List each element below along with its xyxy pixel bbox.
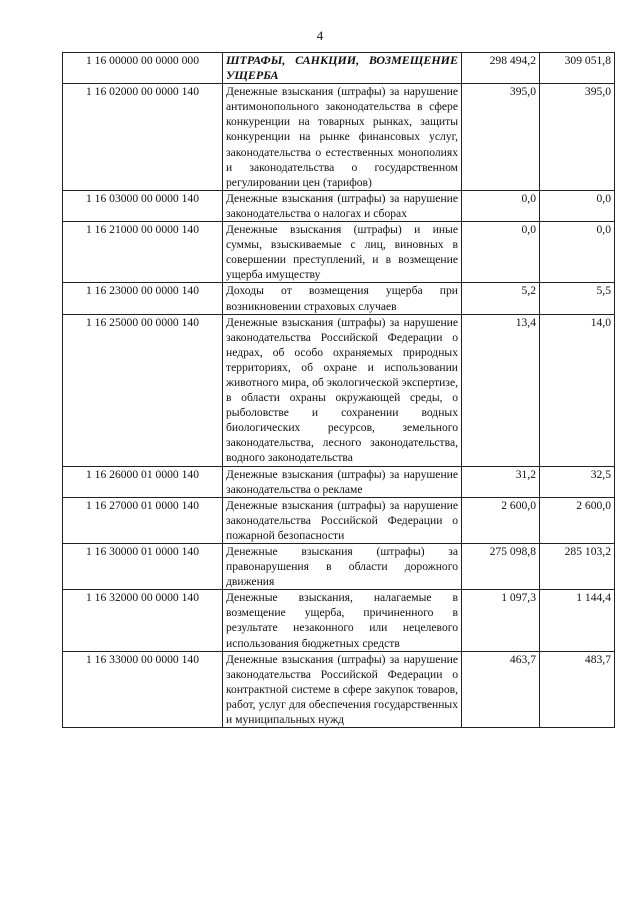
revenue-name: Доходы от возмещения ущерба при возникновении страховых случаев — [223, 283, 462, 314]
value-year-1: 275 098,8 — [462, 544, 540, 590]
budget-code: 1 16 27000 01 0000 140 — [63, 497, 223, 543]
budget-code: 1 16 23000 00 0000 140 — [63, 283, 223, 314]
table-row — [63, 190, 615, 221]
revenue-name: Денежные взыскания (штрафы) за нарушение законодательства Российской Федерации о контрактной системе в сфере закупок товаров, работ, услуг для обеспечения государственных и муниципальных нужд — [223, 651, 462, 727]
revenue-name: Денежные взыскания (штрафы) за нарушение законодательства Российской Федерации о недрах, об особо охраняемых природных территориях, об охране и использовании животного мира, об экологической экспертизе, в области охраны окружающей среды, о рыболовстве и сохранении водных биологических ресурсов, земельного законодательства, лесного законодательства, водного законодательства — [223, 314, 462, 466]
table-row — [63, 590, 615, 651]
value-year-2: 1 144,4 — [540, 590, 615, 651]
budget-code: 1 16 02000 00 0000 140 — [63, 84, 223, 191]
value-year-2: 483,7 — [540, 651, 615, 727]
table-row — [63, 314, 615, 466]
value-year-1: 13,4 — [462, 314, 540, 466]
budget-code: 1 16 21000 00 0000 140 — [63, 222, 223, 283]
table-row — [63, 651, 615, 727]
table-row — [63, 497, 615, 543]
value-year-2: 5,5 — [540, 283, 615, 314]
budget-code: 1 16 03000 00 0000 140 — [63, 190, 223, 221]
page-number: 4 — [316, 28, 324, 43]
value-year-2: 14,0 — [540, 314, 615, 466]
value-year-2: 32,5 — [540, 466, 615, 497]
revenue-name: Денежные взыскания (штрафы) за нарушение антимонопольного законодательства в сфере конкуренции на товарных рынках, защиты конкуренции на рынке финансовых услуг, законодательства о естественных монополиях и законодательства о государственном регулировании цен (тарифов) — [223, 84, 462, 191]
budget-code: 1 16 00000 00 0000 000 — [63, 53, 223, 84]
revenue-name: Денежные взыскания (штрафы) за правонарушения в области дорожного движения — [223, 544, 462, 590]
table-row — [63, 466, 615, 497]
value-year-1: 463,7 — [462, 651, 540, 727]
budget-code: 1 16 26000 01 0000 140 — [63, 466, 223, 497]
value-year-2: 309 051,8 — [540, 53, 615, 84]
budget-code: 1 16 25000 00 0000 140 — [63, 314, 223, 466]
table-row — [63, 53, 615, 84]
budget-code: 1 16 30000 01 0000 140 — [63, 544, 223, 590]
table-row — [63, 544, 615, 590]
value-year-1: 395,0 — [462, 84, 540, 191]
value-year-1: 1 097,3 — [462, 590, 540, 651]
revenue-name: Денежные взыскания (штрафы) за нарушение законодательства о рекламе — [223, 466, 462, 497]
budget-code: 1 16 33000 00 0000 140 — [63, 651, 223, 727]
revenue-name: Денежные взыскания, налагаемые в возмещение ущерба, причиненного в результате незаконного или нецелевого использования бюджетных средств — [223, 590, 462, 651]
value-year-1: 31,2 — [462, 466, 540, 497]
value-year-1: 298 494,2 — [462, 53, 540, 84]
value-year-2: 2 600,0 — [540, 497, 615, 543]
revenue-name: Денежные взыскания (штрафы) и иные суммы, взыскиваемые с лиц, виновных в совершении преступлений, и в возмещение ущерба имуществу — [223, 222, 462, 283]
budget-code: 1 16 32000 00 0000 140 — [63, 590, 223, 651]
table-row — [63, 84, 615, 191]
value-year-2: 0,0 — [540, 222, 615, 283]
value-year-2: 0,0 — [540, 190, 615, 221]
table-row — [63, 222, 615, 283]
value-year-1: 5,2 — [462, 283, 540, 314]
value-year-1: 0,0 — [462, 190, 540, 221]
revenue-name: ШТРАФЫ, САНКЦИИ, ВОЗМЕЩЕНИЕ УЩЕРБА — [223, 53, 462, 84]
value-year-2: 395,0 — [540, 84, 615, 191]
revenue-table — [62, 52, 615, 728]
value-year-1: 0,0 — [462, 222, 540, 283]
value-year-2: 285 103,2 — [540, 544, 615, 590]
table-row — [63, 283, 615, 314]
revenue-name: Денежные взыскания (штрафы) за нарушение законодательства о налогах и сборах — [223, 190, 462, 221]
value-year-1: 2 600,0 — [462, 497, 540, 543]
revenue-name: Денежные взыскания (штрафы) за нарушение законодательства Российской Федерации о пожарной безопасности — [223, 497, 462, 543]
